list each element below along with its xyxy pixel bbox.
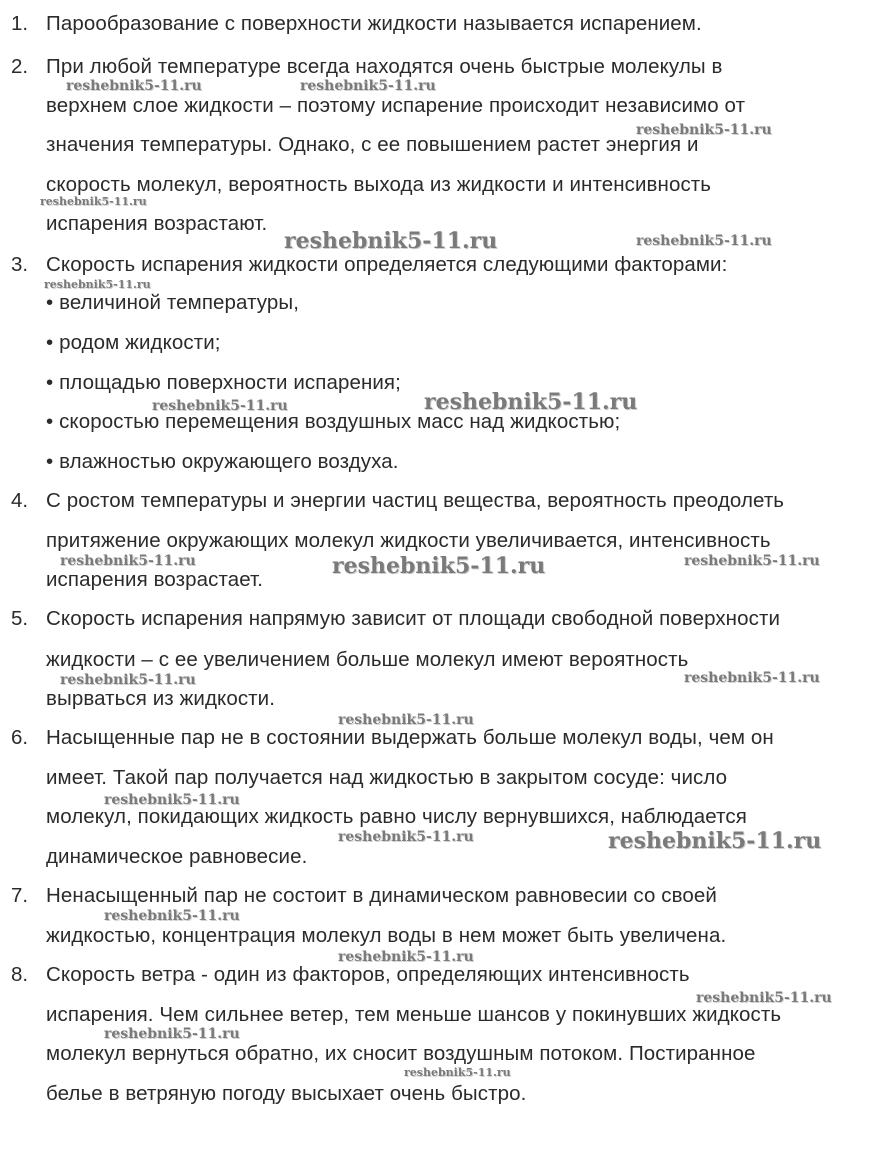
item-7-line-1: Ненасыщенный пар не состоит в динамическом равновесии со своей [46, 884, 717, 907]
watermark: reshebnik5-11.ru [104, 908, 240, 924]
watermark: reshebnik5-11.ru [684, 670, 820, 686]
item-8-line-1: Скорость ветра - один из факторов, определяющих интенсивность [46, 963, 690, 986]
watermark: reshebnik5-11.ru [104, 792, 240, 808]
watermark: reshebnik5-11.ru [60, 672, 196, 688]
item-7-number: 7. [11, 884, 29, 907]
item-4-line-2: притяжение окружающих молекул жидкости увеличивается, интенсивность [46, 529, 771, 552]
item-1-line-1: Парообразование с поверхности жидкости называется испарением. [46, 12, 702, 35]
watermark: reshebnik5-11.ru [152, 398, 288, 414]
watermark: reshebnik5-11.ru [636, 233, 772, 249]
watermark: reshebnik5-11.ru [284, 228, 498, 254]
item-3-bullet-2: • родом жидкости; [46, 331, 221, 354]
watermark: reshebnik5-11.ru [66, 78, 202, 94]
watermark: reshebnik5-11.ru [424, 389, 638, 415]
item-3-bullet-1: • величиной температуры, [46, 291, 300, 314]
watermark: reshebnik5-11.ru [338, 829, 474, 845]
item-6-line-3: молекул, покидающих жидкость равно числу вернувшихся, наблюдается [46, 805, 747, 828]
item-6-line-2: имеет. Такой пар получается над жидкостью в закрытом сосуде: число [46, 766, 728, 789]
item-3-line-1: Скорость испарения жидкости определяется следующими факторами: [46, 253, 728, 276]
item-2-line-3: значения температуры. Однако, с ее повышением растет энергия и [46, 133, 699, 156]
watermark: reshebnik5-11.ru [300, 78, 436, 94]
item-1-number: 1. [11, 12, 29, 35]
item-8-line-2: испарения. Чем сильнее ветер, тем меньше шансов у покинувших жидкость [46, 1003, 782, 1026]
watermark: reshebnik5-11.ru [44, 278, 151, 291]
item-4-line-1: С ростом температуры и энергии частиц вещества, вероятность преодолеть [46, 489, 785, 512]
item-5-number: 5. [11, 607, 29, 630]
watermark: reshebnik5-11.ru [60, 553, 196, 569]
item-2-number: 2. [11, 55, 29, 78]
item-2-line-1: При любой температуре всегда находятся очень быстрые молекулы в [46, 55, 723, 78]
watermark: reshebnik5-11.ru [696, 990, 832, 1006]
watermark: reshebnik5-11.ru [684, 553, 820, 569]
item-5-line-3: вырваться из жидкости. [46, 687, 276, 710]
item-8-line-4: белье в ветряную погоду высыхает очень быстро. [46, 1082, 527, 1105]
item-5-line-1: Скорость испарения напрямую зависит от площади свободной поверхности [46, 607, 780, 630]
item-3-number: 3. [11, 253, 29, 276]
item-8-number: 8. [11, 963, 29, 986]
watermark: reshebnik5-11.ru [404, 1066, 511, 1079]
watermark: reshebnik5-11.ru [40, 195, 147, 208]
watermark: reshebnik5-11.ru [608, 828, 822, 854]
item-3-bullet-4: • скоростью перемещения воздушных масс над жидкостью; [46, 410, 621, 433]
item-8-line-3: молекул вернуться обратно, их сносит воздушным потоком. Постиранное [46, 1042, 756, 1065]
watermark: reshebnik5-11.ru [338, 712, 474, 728]
item-6-line-4: динамическое равновесие. [46, 845, 308, 868]
item-6-line-1: Насыщенные пар не в состоянии выдержать больше молекул воды, чем он [46, 726, 774, 749]
item-2-line-4: скорость молекул, вероятность выхода из жидкости и интенсивность [46, 173, 712, 196]
item-6-number: 6. [11, 726, 29, 749]
item-2-line-2: верхнем слое жидкости – поэтому испарение происходит независимо от [46, 94, 746, 117]
watermark: reshebnik5-11.ru [636, 122, 772, 138]
watermark: reshebnik5-11.ru [104, 1026, 240, 1042]
item-3-bullet-3: • площадью поверхности испарения; [46, 371, 401, 394]
watermark: reshebnik5-11.ru [332, 553, 546, 579]
item-3-bullet-5: • влажностью окружающего воздуха. [46, 450, 399, 473]
item-7-line-2: жидкостью, концентрация молекул воды в нем может быть увеличена. [46, 924, 727, 947]
item-2-line-5: испарения возрастают. [46, 212, 268, 235]
item-4-line-3: испарения возрастает. [46, 568, 264, 591]
watermark: reshebnik5-11.ru [338, 949, 474, 965]
item-4-number: 4. [11, 489, 29, 512]
item-5-line-2: жидкости – с ее увеличением больше молекул имеют вероятность [46, 648, 689, 671]
